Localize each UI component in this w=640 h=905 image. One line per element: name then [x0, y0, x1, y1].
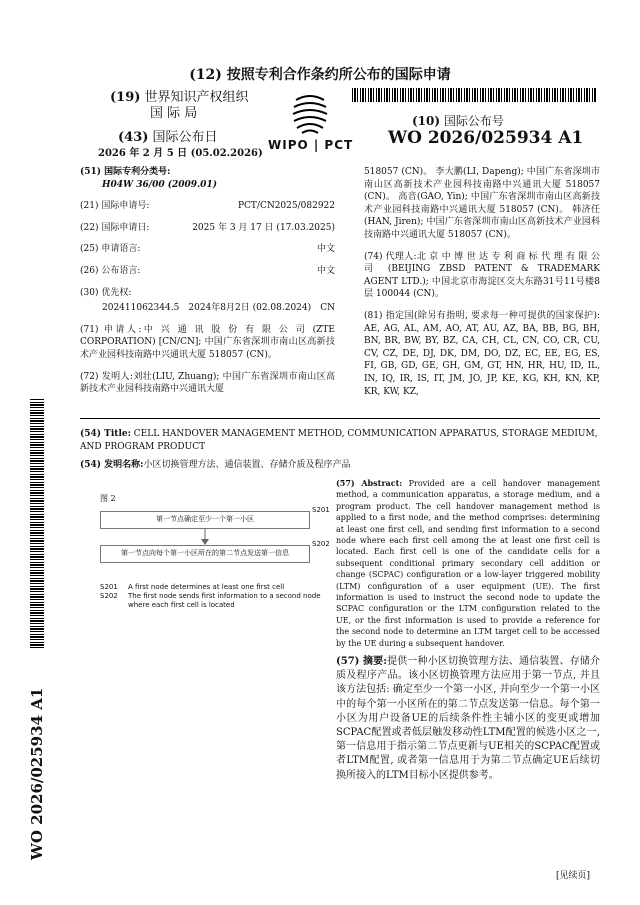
top-barcode [352, 88, 596, 102]
wipo-pct-logo: WIPO | PCT [268, 138, 354, 152]
side-publication-number: WO 2026/025934 A1 [28, 687, 46, 860]
english-title: (54) Title: CELL HANDOVER MANAGEMENT METHOD, COMMUNICATION APPARATUS, STORAGE MEDIUM, AND PROGRAM PRODUCT [80, 429, 598, 452]
continued-note: [见续页] [556, 871, 591, 881]
ipc-value: H04W 36/00 (2009.01) [102, 179, 217, 190]
flow-arrow [200, 529, 210, 545]
inventor-field: (72) 发明人:刘壮(LIU, Zhuang); 中国广东省深圳市南山区高新技术产业园科技南路中兴通讯大厦 [80, 371, 335, 395]
priority-row: 202411062344.5 2024年8月2日 (02.08.2024) CN [102, 303, 335, 314]
figure-caption: 图 2 [100, 494, 116, 503]
ipc-field: (51) 国际专利分类号: [80, 167, 171, 177]
left-bibliographic-column [80, 166, 335, 396]
right-bibliographic-column [364, 166, 600, 398]
publication-date-label: (43) 国际公布日 [118, 130, 218, 145]
agent-field: (74) 代理人:北 京 中 博 世 达 专 利 商 标 代 理 有 限 公 司 (BEIJING ZBSD PATENT & TRADEMARK AGENT LTD.); 中国北京市海淀区交大东路31号11号楼8层 100044 (CN)。 [364, 251, 600, 300]
document-type-title: (12) 按照专利合作条约所公布的国际申请 [189, 67, 451, 83]
flow-box-s201: 第一节点确定至少一个第一小区 [100, 511, 310, 529]
legend-row-s201: S201 A first node determines at least one first cell [100, 583, 285, 591]
designated-states-field: (81) 指定国(除另有指明, 要求每一种可提供的国家保护): AE, AG, AL, AM, AO, AT, AU, AZ, BA, BB, BG, BH, BN, BR, BW, BY, BZ, CA, CH, CL, CN, CO, CR, CU, CV, CZ, DE, DJ, DK, DM, DO, DZ, EC, EE, EG, ES, FI, GB, GD, GE, GH, GM, GT, HN, HR, HU, ID, IL, IN, IQ, IR, IS, IT, JM, JO, JP, KE, KG, KH, KN, KP, KR, KW, KZ, [364, 310, 600, 397]
flow-box-s202: 第一节点向每个第一小区所在的第二节点发送第一信息 [100, 545, 310, 563]
inventor-continued: 518057 (CN)。 李大鹏(LI, Dapeng); 中国广东省深圳市南山区高新技术产业园科技南路中兴通讯大厦 518057 (CN)。 高音(GAO, Yin); 中国广东省深圳市南山区高新技术产业园科技南路中兴通讯大厦 518057 (CN)。 韩济任(HAN, Jiren); 中国广东省深圳市南山区高新技术产业园科技南路中兴通讯大厦 518057 (CN)。 [364, 167, 600, 240]
step-label-s202: S202 [312, 540, 330, 548]
publication-language-row: (26) 公布语言: 中文 [80, 265, 335, 276]
priority-label: (30) 优先权: [80, 287, 132, 298]
representative-figure [80, 484, 360, 624]
english-abstract: (57) Abstract: Provided are a cell handover management method, a communication apparatus, a storage medium, and a program product. The cell handover management method is applied to a first node, and the method comprises: determining at least one first cell, and sending first information to a second node where each first cell among the at least one first cell is located. Each first cell is one of the candidate cells for a subsequent conditional primary secondary cell addition or change (SCPAC) configuration or a low-layer triggered mobility (LTM) configuration of a user equipment (UE). The first information is used to instruct the second node to update the SCPAC configuration or the LTM configuration related to the UE, or the first information is used to provide a reference for the second node to determine an LTM target cell to be accessed by the UE during a subsequent handover. [336, 478, 600, 648]
filing-date-row: (22) 国际申请日: 2025 年 3 月 17 日 (17.03.2025) [80, 222, 335, 233]
application-number-row: (21) 国际申请号: PCT/CN2025/082922 [80, 201, 335, 212]
publication-date-value: 2026 年 2 月 5 日 (05.02.2026) [98, 148, 263, 159]
applicant-field: (71) 申请人:中 兴 通 讯 股 份 有 限 公 司 (ZTE CORPORATION) [CN/CN]; 中国广东省深圳市南山区高新技术产业园科技南路中兴通讯大厦 518057 (CN)。 [80, 324, 335, 360]
chinese-title: (54) 发明名称:小区切换管理方法、通信装置、存储介质及程序产品 [80, 460, 351, 470]
wipo-globe-icon [290, 90, 330, 136]
org-sub: 国 际 局 [150, 106, 198, 121]
filing-language-row: (25) 申请语言: 中文 [80, 244, 335, 255]
publication-number: WO 2026/025934 A1 [388, 128, 584, 148]
title-divider [80, 418, 600, 419]
step-label-s201: S201 [312, 506, 330, 514]
publication-number-label: (10) 国际公布号 [412, 114, 504, 128]
legend-row-s202: S202 The first node sends first information to a second node where each first cell is located [100, 592, 321, 609]
side-barcode [30, 398, 44, 648]
chinese-abstract: (57) 摘要:提供一种小区切换管理方法、通信装置、存储介质及程序产品。该小区切换管理方法应用于第一节点, 并且该方法包括: 确定至少一个第一小区, 并向至少一个第一小区中的每个第一小区所在的第二节点发送第一信息。每个第一小区为用户设备UE的后续条件性主辅小区的变更或增加SCPAC配置或者低层触发移动性LTM配置的候选小区之一, 第一信息用于指示第二节点更新与UE相关的SCPAC配置或者LTM配置, 或者第一信息用于为第二节点确定UE后续切换所接入的LTM目标小区提供参考。 [336, 656, 600, 781]
org-name: (19) 世界知识产权组织 [110, 90, 249, 105]
figure-legend [100, 583, 340, 610]
